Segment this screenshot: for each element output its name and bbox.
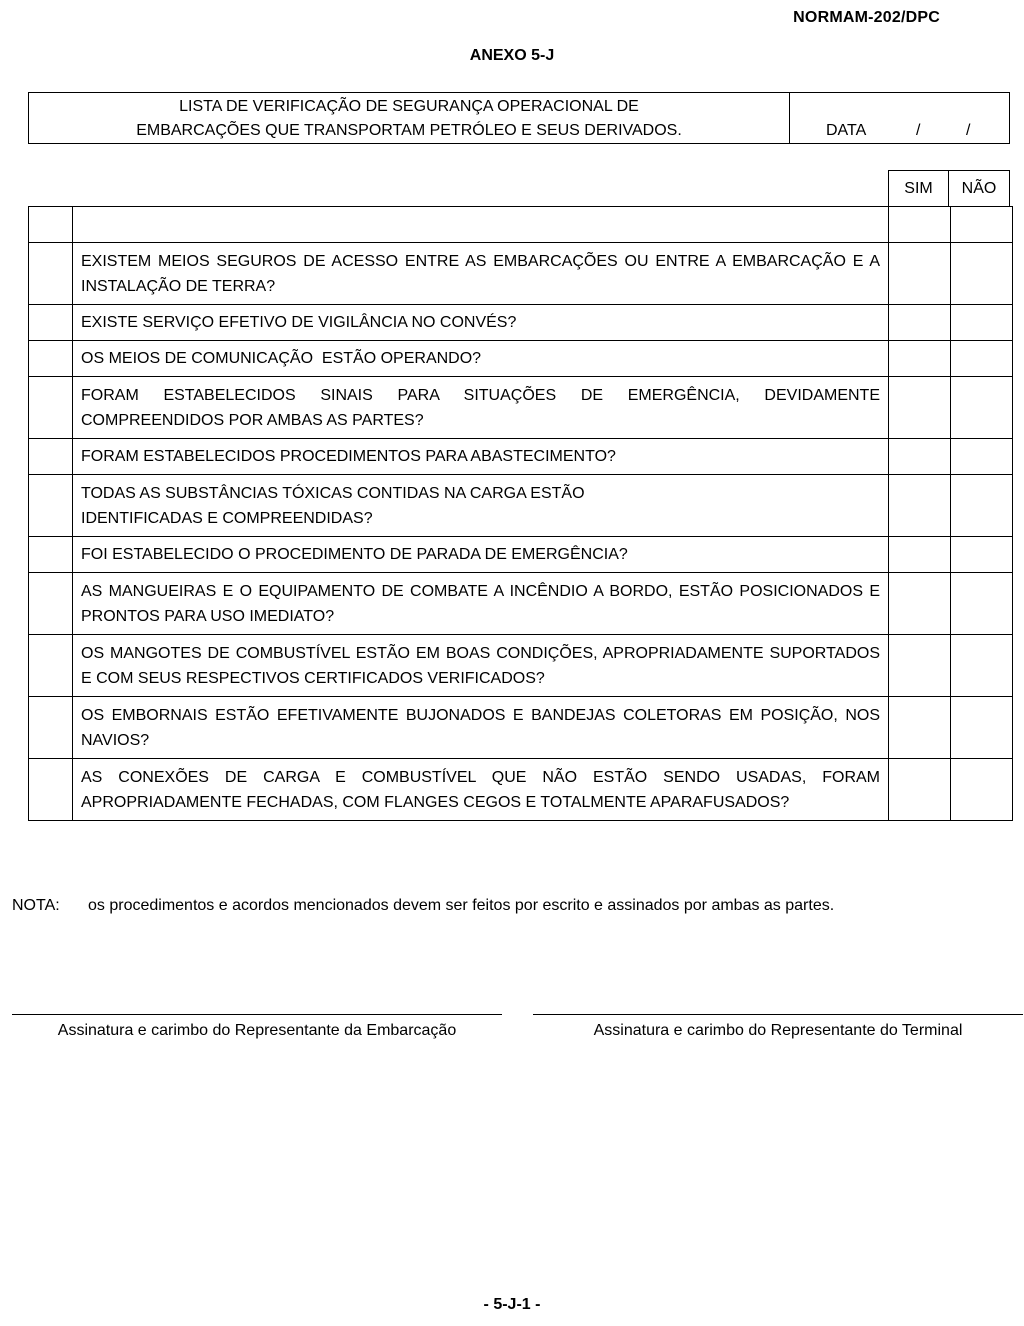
column-header-no: NÃO bbox=[961, 180, 997, 197]
checklist-table bbox=[28, 206, 1013, 821]
annex-title: ANEXO 5-J bbox=[469, 47, 555, 64]
row-number-cell bbox=[29, 341, 73, 377]
document-code: NORMAM-202/DPC bbox=[793, 9, 940, 26]
note bbox=[12, 897, 834, 915]
row-number-cell bbox=[29, 305, 73, 341]
table-row bbox=[29, 305, 1013, 341]
no-checkbox-cell[interactable] bbox=[951, 243, 1013, 305]
question-cell bbox=[73, 207, 889, 243]
yes-checkbox-cell[interactable] bbox=[889, 573, 951, 635]
question-cell: OS MEIOS DE COMUNICAÇÃO ESTÃO OPERANDO? bbox=[73, 341, 889, 377]
date-label: DATA bbox=[826, 122, 867, 139]
checklist-title bbox=[29, 93, 790, 143]
yes-checkbox-cell[interactable] bbox=[889, 475, 951, 537]
row-number-cell bbox=[29, 439, 73, 475]
table-row bbox=[29, 341, 1013, 377]
yes-checkbox-cell[interactable] bbox=[889, 697, 951, 759]
checklist-title-line-1: LISTA DE VERIFICAÇÃO DE SEGURANÇA OPERACIONAL DE bbox=[179, 98, 639, 115]
row-number-cell bbox=[29, 377, 73, 439]
row-number-cell bbox=[29, 243, 73, 305]
date-separator-1: / bbox=[916, 122, 921, 139]
no-checkbox-cell[interactable] bbox=[951, 207, 1013, 243]
checklist-title-line-2: EMBARCAÇÕES QUE TRANSPORTAM PETRÓLEO E SEUS DERIVADOS. bbox=[136, 122, 682, 139]
question-cell: TODAS AS SUBSTÂNCIAS TÓXICAS CONTIDAS NA CARGA ESTÃO IDENTIFICADAS E COMPREENDIDAS? bbox=[73, 475, 889, 537]
question-cell: AS CONEXÕES DE CARGA E COMBUSTÍVEL QUE NÃO ESTÃO SENDO USADAS, FORAM APROPRIADAMENTE FECHADAS, COM FLANGES CEGOS E TOTALMENTE APARAFUSADOS? bbox=[73, 759, 889, 821]
table-row bbox=[29, 475, 1013, 537]
checklist-title-box bbox=[28, 92, 1010, 144]
yes-checkbox-cell[interactable] bbox=[889, 341, 951, 377]
row-number-cell bbox=[29, 697, 73, 759]
question-cell: OS MANGOTES DE COMBUSTÍVEL ESTÃO EM BOAS CONDIÇÕES, APROPRIADAMENTE SUPORTADOS E COM SEUS RESPECTIVOS CERTIFICADOS VERIFICADOS? bbox=[73, 635, 889, 697]
vessel-signature-label: Assinatura e carimbo do Representante da Embarcação bbox=[57, 1022, 457, 1039]
table-row bbox=[29, 439, 1013, 475]
row-number-cell bbox=[29, 475, 73, 537]
date-field[interactable] bbox=[790, 93, 1009, 143]
no-checkbox-cell[interactable] bbox=[951, 573, 1013, 635]
note-text: os procedimentos e acordos mencionados devem ser feitos por escrito e assinados por ambas as partes. bbox=[88, 897, 835, 914]
vessel-signature-line[interactable] bbox=[12, 1014, 502, 1015]
yes-checkbox-cell[interactable] bbox=[889, 207, 951, 243]
yes-checkbox-cell[interactable] bbox=[889, 243, 951, 305]
terminal-signature-block bbox=[533, 1014, 1023, 1040]
table-row bbox=[29, 537, 1013, 573]
table-row bbox=[29, 759, 1013, 821]
table-row bbox=[29, 697, 1013, 759]
yes-checkbox-cell[interactable] bbox=[889, 439, 951, 475]
column-header-yes: SIM bbox=[889, 171, 949, 207]
terminal-signature-label: Assinatura e carimbo do Representante do Terminal bbox=[593, 1022, 963, 1039]
date-separator-2: / bbox=[966, 122, 971, 139]
yes-checkbox-cell[interactable] bbox=[889, 635, 951, 697]
yes-checkbox-cell[interactable] bbox=[889, 537, 951, 573]
yes-checkbox-cell[interactable] bbox=[889, 377, 951, 439]
no-checkbox-cell[interactable] bbox=[951, 305, 1013, 341]
table-row bbox=[29, 635, 1013, 697]
note-label: NOTA: bbox=[12, 897, 60, 914]
row-number-cell bbox=[29, 537, 73, 573]
row-number-cell bbox=[29, 207, 73, 243]
table-row bbox=[29, 207, 1013, 243]
page-number: - 5-J-1 - bbox=[483, 1296, 541, 1313]
answer-column-headers bbox=[888, 170, 1010, 207]
yes-checkbox-cell[interactable] bbox=[889, 305, 951, 341]
row-number-cell bbox=[29, 759, 73, 821]
no-checkbox-cell[interactable] bbox=[951, 439, 1013, 475]
vessel-signature-block bbox=[12, 1014, 502, 1040]
no-checkbox-cell[interactable] bbox=[951, 341, 1013, 377]
terminal-signature-line[interactable] bbox=[533, 1014, 1023, 1015]
yes-checkbox-cell[interactable] bbox=[889, 759, 951, 821]
table-row bbox=[29, 377, 1013, 439]
table-row bbox=[29, 573, 1013, 635]
question-cell: EXISTEM MEIOS SEGUROS DE ACESSO ENTRE AS EMBARCAÇÕES OU ENTRE A EMBARCAÇÃO E A INSTALAÇÃO DE TERRA? bbox=[73, 243, 889, 305]
no-checkbox-cell[interactable] bbox=[951, 475, 1013, 537]
question-cell: AS MANGUEIRAS E O EQUIPAMENTO DE COMBATE A INCÊNDIO A BORDO, ESTÃO POSICIONADOS E PRONTOS PARA USO IMEDIATO? bbox=[73, 573, 889, 635]
no-checkbox-cell[interactable] bbox=[951, 635, 1013, 697]
question-cell: FOI ESTABELECIDO O PROCEDIMENTO DE PARADA DE EMERGÊNCIA? bbox=[73, 537, 889, 573]
no-checkbox-cell[interactable] bbox=[951, 377, 1013, 439]
no-checkbox-cell[interactable] bbox=[951, 759, 1013, 821]
question-cell: EXISTE SERVIÇO EFETIVO DE VIGILÂNCIA NO CONVÉS? bbox=[73, 305, 889, 341]
table-row bbox=[29, 243, 1013, 305]
row-number-cell bbox=[29, 573, 73, 635]
no-checkbox-cell[interactable] bbox=[951, 697, 1013, 759]
question-cell: FORAM ESTABELECIDOS SINAIS PARA SITUAÇÕES DE EMERGÊNCIA, DEVIDAMENTE COMPREENDIDOS POR AMBAS AS PARTES? bbox=[73, 377, 889, 439]
question-cell: FORAM ESTABELECIDOS PROCEDIMENTOS PARA ABASTECIMENTO? bbox=[73, 439, 889, 475]
row-number-cell bbox=[29, 635, 73, 697]
question-cell: OS EMBORNAIS ESTÃO EFETIVAMENTE BUJONADOS E BANDEJAS COLETORAS EM POSIÇÃO, NOS NAVIOS? bbox=[73, 697, 889, 759]
no-checkbox-cell[interactable] bbox=[951, 537, 1013, 573]
